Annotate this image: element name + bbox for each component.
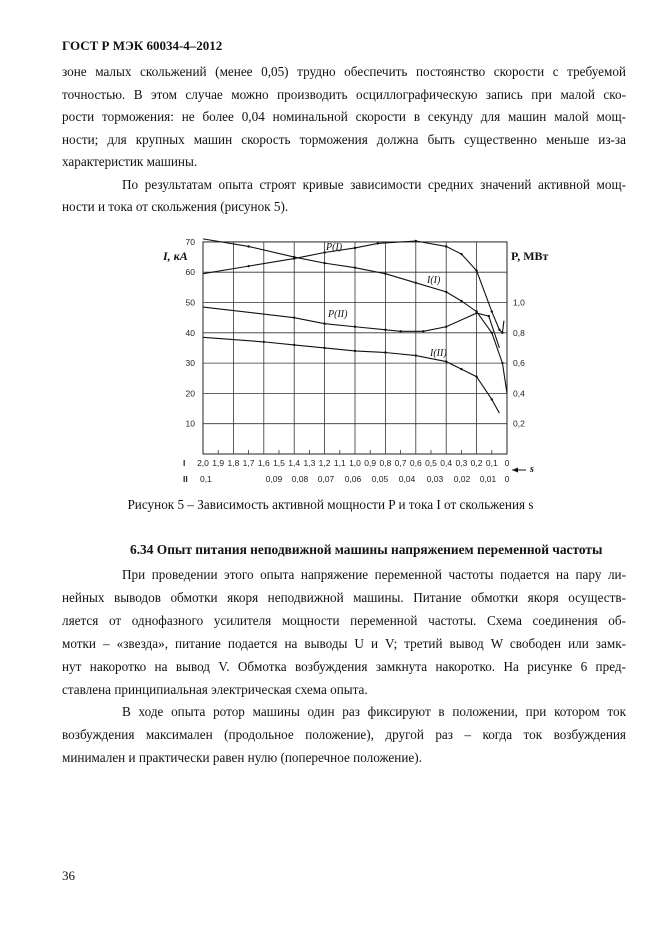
x-row-I-label: I bbox=[183, 458, 186, 468]
x-row-I-tick-label: 1,3 bbox=[303, 458, 316, 468]
x-row-I-tick-label: 0,7 bbox=[394, 458, 407, 468]
data-point bbox=[247, 245, 249, 247]
series-line-I(II) bbox=[203, 337, 499, 413]
x-row-I-tick-label: 1,1 bbox=[333, 458, 346, 468]
data-point bbox=[384, 329, 386, 331]
x-row-I-tick-label: 0,1 bbox=[485, 458, 498, 468]
arrow-head-icon bbox=[512, 468, 518, 473]
left-axis-title: I, кА bbox=[163, 249, 188, 263]
x-row-II-tick-label: 0,05 bbox=[371, 474, 389, 484]
data-point bbox=[460, 300, 462, 302]
data-point bbox=[323, 323, 325, 325]
text-line: рости торможения: не более 0,04 номинальной скорости в секунду для машин малой мощ- bbox=[62, 109, 626, 124]
data-point bbox=[498, 329, 500, 331]
text-line: возбуждения максимален (продольное положение), другой раз – когда ток возбуждения bbox=[62, 727, 626, 743]
data-point bbox=[475, 376, 477, 378]
x-row-I-tick-label: 0,6 bbox=[409, 458, 422, 468]
text-line: нут накоротко на вывод V. Обмотка возбуждения замкнута накоротко. На рисунке 6 пред- bbox=[62, 658, 626, 674]
series-line-P(I) bbox=[203, 241, 504, 333]
x-row-II-label: II bbox=[183, 474, 188, 484]
text-line: ности и тока от скольжения (рисунок 5). bbox=[62, 199, 289, 214]
page-number: 36 bbox=[62, 868, 75, 883]
series-label: P(II) bbox=[328, 309, 348, 320]
x-row-I-tick-label: 1,0 bbox=[349, 458, 361, 468]
right-tick-label: 0,2 bbox=[513, 418, 525, 429]
data-point bbox=[263, 341, 265, 343]
x-row-I-tick-label: 0 bbox=[504, 458, 510, 468]
data-point bbox=[384, 351, 386, 353]
text-line: нейных выводов обмотки якоря неподвижной машины. Питание обмотки якоря осуществ- bbox=[62, 589, 626, 605]
data-point bbox=[384, 273, 386, 275]
data-point bbox=[415, 282, 417, 284]
x-row-I-tick-label: 0,2 bbox=[470, 458, 483, 468]
x-axis-label: s bbox=[530, 464, 534, 475]
x-row-II-tick-label: 0,04 bbox=[398, 474, 416, 484]
series-label: I(I) bbox=[427, 275, 441, 286]
data-point bbox=[293, 316, 295, 318]
series-line-P(II) bbox=[203, 307, 499, 348]
data-point bbox=[354, 266, 356, 268]
left-tick-label: 70 bbox=[185, 236, 195, 247]
x-row-I-tick-label: 0,5 bbox=[425, 458, 437, 468]
data-point bbox=[415, 240, 417, 242]
right-axis-title: P, МВт bbox=[511, 249, 549, 263]
left-tick-label: 30 bbox=[185, 358, 195, 369]
data-point bbox=[475, 312, 477, 314]
text-line: По результатам опыта строят кривые зависимости средних значений активной мощ- bbox=[122, 176, 626, 192]
data-point bbox=[501, 362, 503, 364]
x-row-I-tick-label: 1,5 bbox=[273, 458, 285, 468]
data-point bbox=[445, 360, 447, 362]
data-point bbox=[488, 315, 490, 317]
left-tick-label: 40 bbox=[185, 327, 195, 338]
right-tick-label: 0,4 bbox=[513, 388, 525, 399]
data-point bbox=[377, 242, 379, 244]
x-row-I-tick-label: 1,9 bbox=[212, 458, 225, 468]
data-point bbox=[501, 332, 503, 334]
data-point bbox=[354, 326, 356, 328]
data-point bbox=[247, 265, 249, 267]
right-tick-label: 0,8 bbox=[513, 327, 525, 338]
left-tick-label: 50 bbox=[185, 297, 195, 308]
data-point bbox=[415, 354, 417, 356]
left-tick-label: 20 bbox=[185, 388, 195, 399]
text-line: характеристик машины. bbox=[62, 154, 198, 169]
text-line: ляется от однофазного усилителя мощности переменной частоты. Схема соединения об- bbox=[62, 612, 626, 628]
x-row-I-tick-label: 0,9 bbox=[364, 458, 377, 468]
data-point bbox=[399, 330, 401, 332]
text-line: ставлена принципиальная электрическая схема опыта. bbox=[62, 681, 368, 697]
text-line: точностью. В этом случае можно производить осциллографическую запись при малой ско- bbox=[62, 86, 626, 102]
data-point bbox=[354, 247, 356, 249]
data-point bbox=[354, 350, 356, 352]
x-row-I-tick-label: 0,8 bbox=[379, 458, 392, 468]
paragraph-3 bbox=[62, 564, 626, 770]
right-tick-label: 1,0 bbox=[513, 297, 525, 308]
figure-caption: Рисунок 5 – Зависимость активной мощности P и тока I от скольжения s bbox=[127, 497, 534, 512]
x-row-II-tick-label: 0,06 bbox=[344, 474, 362, 484]
x-row-II-tick-label: 0,1 bbox=[200, 474, 212, 484]
data-point bbox=[445, 245, 447, 247]
x-row-I-tick-label: 0,3 bbox=[455, 458, 468, 468]
x-row-I-tick-label: 1,7 bbox=[242, 458, 255, 468]
data-point bbox=[323, 262, 325, 264]
left-tick-label: 10 bbox=[185, 418, 195, 429]
data-point bbox=[491, 310, 493, 312]
data-point bbox=[323, 347, 325, 349]
data-point bbox=[445, 291, 447, 293]
text-line: При проведении этого опыта напряжение переменной частоты подается на пару ли- bbox=[122, 567, 626, 582]
x-row-I-tick-label: 1,6 bbox=[257, 458, 270, 468]
text-line: В ходе опыта ротор машины один раз фиксируют в положении, при котором ток bbox=[122, 704, 626, 720]
data-point bbox=[460, 368, 462, 370]
x-row-I-tick-label: 1,4 bbox=[288, 458, 301, 468]
data-point bbox=[460, 253, 462, 255]
x-row-I-tick-label: 0,4 bbox=[440, 458, 453, 468]
x-row-II-tick-label: 0,03 bbox=[426, 474, 444, 484]
section-heading: 6.34 Опыт питания неподвижной машины напряжением переменной частоты bbox=[130, 542, 603, 557]
x-row-I-tick-label: 1,8 bbox=[227, 458, 240, 468]
series-label: I(II) bbox=[430, 348, 447, 359]
x-row-II-tick-label: 0 bbox=[504, 474, 510, 484]
left-tick-label: 60 bbox=[185, 267, 195, 278]
data-point bbox=[475, 269, 477, 271]
right-tick-label: 0,6 bbox=[513, 358, 525, 369]
data-point bbox=[293, 344, 295, 346]
x-row-II-tick-label: 0,02 bbox=[453, 474, 471, 484]
data-point bbox=[491, 332, 493, 334]
text-line: мотки – «звезда», питание подается на выводы U и V; третий вывод W свободен или замк- bbox=[62, 635, 626, 651]
data-point bbox=[422, 330, 424, 332]
data-point bbox=[445, 326, 447, 328]
x-row-II-tick-label: 0,07 bbox=[317, 474, 335, 484]
x-row-I-tick-label: 2,0 bbox=[197, 458, 209, 468]
series-label: P(I) bbox=[326, 242, 343, 253]
text-line: минимален и практически равен нулю (поперечное положение). bbox=[62, 750, 422, 766]
data-point bbox=[293, 256, 295, 258]
x-row-II-tick-label: 0,09 bbox=[265, 474, 283, 484]
text-line: зоне малых скольжений (менее 0,05) трудно обеспечить постоянство скорости с требуемой bbox=[62, 64, 626, 79]
document-header: ГОСТ Р МЭК 60034-4–2012 bbox=[62, 38, 223, 53]
text-line: ности; для крупных машин скорость торможения должна быть существенно меньше из-за bbox=[62, 131, 626, 147]
x-row-II-tick-label: 0,08 bbox=[291, 474, 309, 484]
data-point bbox=[491, 398, 493, 400]
x-row-I-tick-label: 1,2 bbox=[318, 458, 331, 468]
x-row-II-tick-label: 0,01 bbox=[479, 474, 497, 484]
